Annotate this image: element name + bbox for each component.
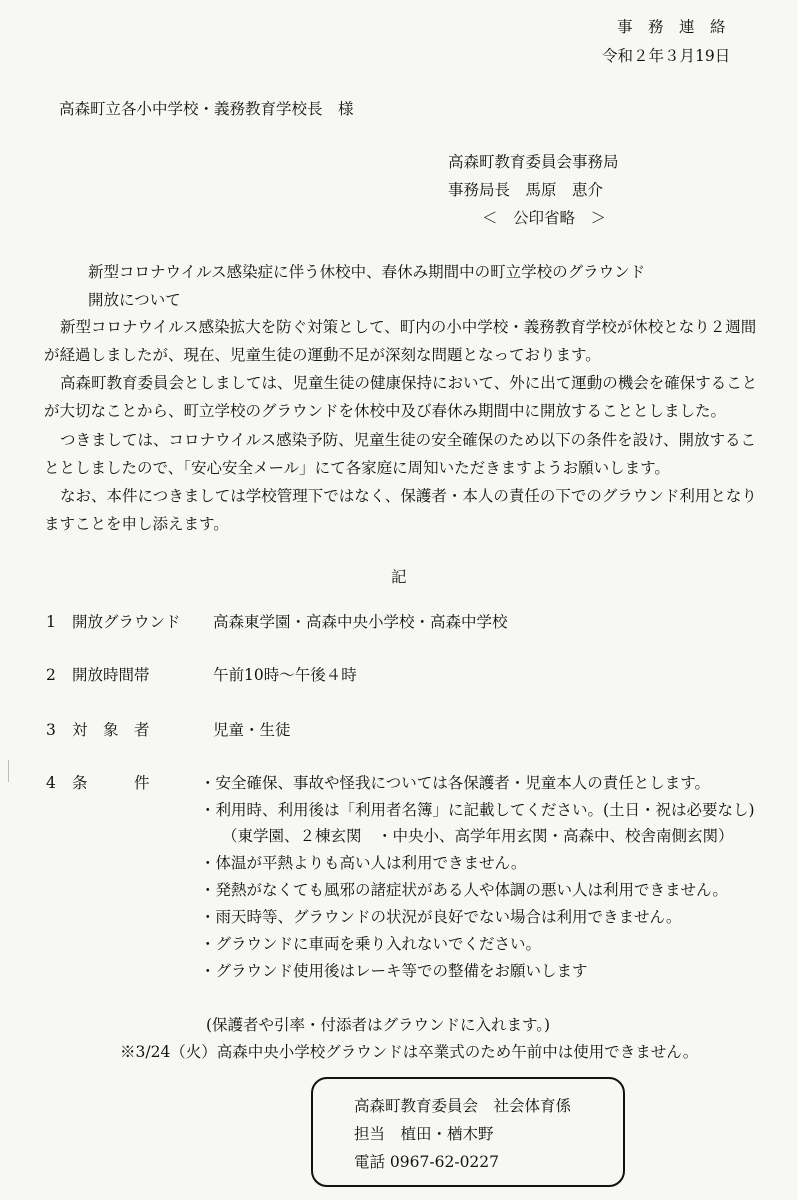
condition-detail: （東学園、２棟玄関 ・中央小、高学年用玄関・高森中、校舎南側玄関）	[222, 827, 734, 845]
condition-item: ・グラウンドに車両を乗り入れないでください。	[200, 935, 542, 953]
contact-phone: 電話 0967-62-0227	[354, 1153, 500, 1171]
body-line: が大切なことから、町立学校のグラウンドを休校中及び春休み期間中に開放することとしました。	[44, 402, 727, 420]
body-line: なお、本件につきましては学校管理下ではなく、保護者・本人の責任の下でのグラウンド利用となり	[60, 487, 757, 505]
item-label: 開放時間帯	[72, 666, 150, 684]
contact-person: 担当 植田・楢木野	[354, 1125, 494, 1143]
item-label: 開放グラウンド	[72, 613, 181, 631]
condition-item: ・雨天時等、グラウンドの状況が良好でない場合は利用できません。	[200, 908, 682, 926]
body-line: 新型コロナウイルス感染拡大を防ぐ対策として、町内の小中学校・義務教育学校が休校となり２週間	[60, 318, 757, 336]
item-value: 児童・生徒	[213, 721, 291, 739]
body-line: ますことを申し添えます。	[44, 515, 229, 533]
item-number: 3	[46, 721, 56, 739]
item-number: 2	[46, 666, 56, 684]
note-graduation: ※3/24（火）高森中央小学校グラウンドは卒業式のため午前中は使用できません。	[120, 1043, 699, 1061]
condition-item: ・体温が平熱よりも高い人は利用できません。	[200, 854, 527, 872]
condition-item: ・利用時、利用後は「利用者名簿」に記載してください。(土日・祝は必要なし)	[200, 801, 755, 819]
ki-heading: 記	[391, 568, 407, 586]
body-line: 高森町教育委員会としましては、児童生徒の健康保持において、外に出て運動の機会を確保すること	[60, 374, 758, 392]
note-guardians: (保護者や引率・付添者はグラウンドに入れます。)	[206, 1016, 551, 1034]
scan-artifact	[8, 760, 9, 782]
condition-item: ・安全確保、事故や怪我については各保護者・児童本人の責任とします。	[200, 774, 710, 792]
body-line: つきましては、コロナウイルス感染予防、児童生徒の安全確保のため以下の条件を設け、開放するこ	[60, 431, 756, 449]
subject-line-1: 新型コロナウイルス感染症に伴う休校中、春休み期間中の町立学校のグラウンド	[88, 263, 646, 281]
contact-org: 高森町教育委員会 社会体育係	[354, 1097, 572, 1115]
sender-org: 高森町教育委員会事務局	[448, 153, 619, 171]
item-value: 高森東学園・高森中央小学校・高森中学校	[213, 613, 508, 631]
item-number: 4	[46, 774, 56, 792]
item-label: 条 件	[72, 774, 150, 792]
item-number: 1	[46, 613, 56, 631]
document-date: 令和２年３月19日	[602, 47, 731, 65]
sender-name: 事務局長 馬原 恵介	[448, 181, 604, 199]
condition-item: ・発熱がなくても風邪の諸症状がある人や体調の悪い人は利用できません。	[200, 881, 728, 899]
addressee: 高森町立各小中学校・義務教育学校長 様	[59, 100, 354, 118]
seal-omitted: ＜ 公印省略 ＞	[482, 209, 607, 227]
body-line: ととしましたので、「安心安全メール」にて各家庭に周知いただきますようお願いします。	[44, 459, 670, 477]
document-type: 事 務 連 絡	[617, 18, 726, 36]
subject-line-2: 開放について	[88, 291, 181, 309]
body-line: が経過しましたが、現在、児童生徒の運動不足が深刻な問題となっております。	[44, 346, 601, 364]
condition-item: ・グラウンド使用後はレーキ等での整備をお願いします	[200, 962, 588, 980]
item-label: 対 象 者	[72, 721, 150, 739]
item-value: 午前10時～午後４時	[213, 666, 357, 684]
